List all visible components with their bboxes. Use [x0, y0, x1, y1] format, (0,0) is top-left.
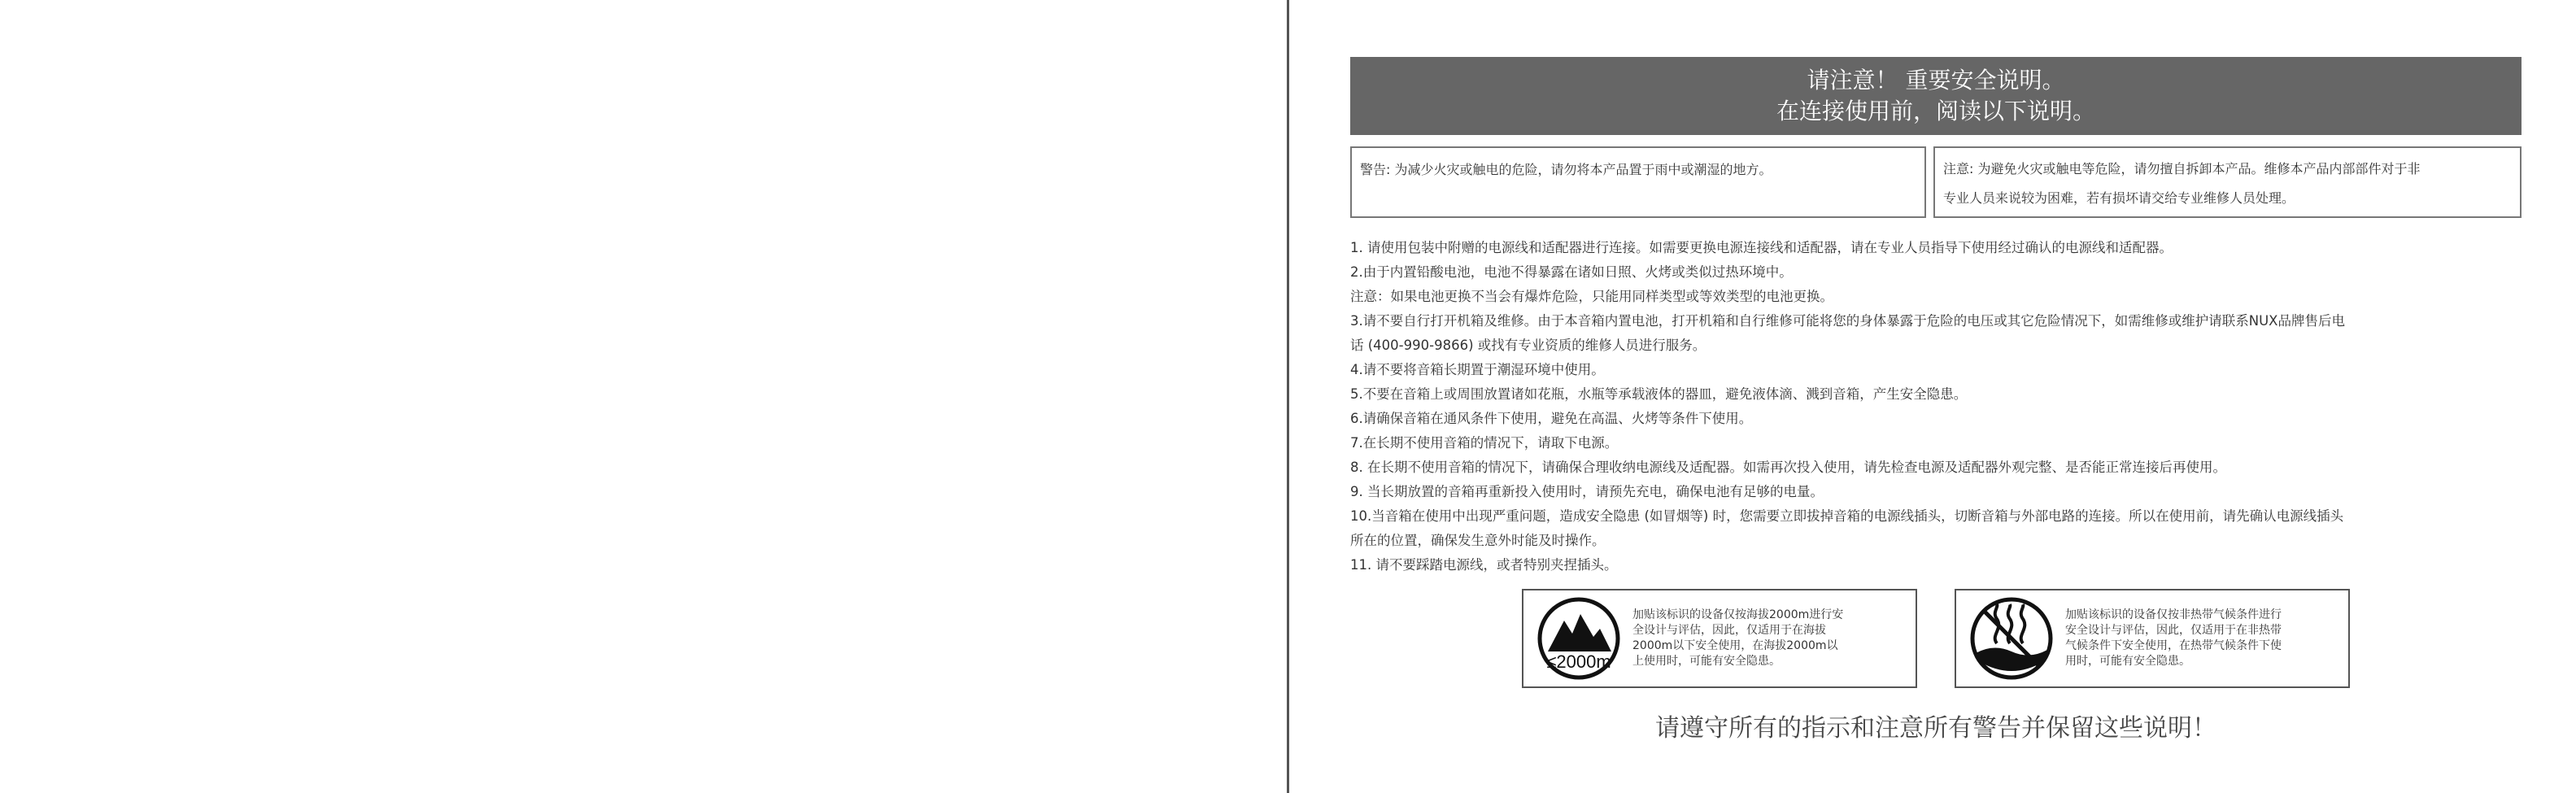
- tropical-notice-box: [1955, 589, 2350, 688]
- page-spine-divider: [1287, 0, 1289, 793]
- caution-text-line-2: 专业人员来说较为困难，若有损坏请交给专业维修人员处理。: [1943, 190, 2295, 206]
- altitude-notice-line: 2000m以下安全使用，在海拔2000m以: [1632, 639, 1838, 652]
- warning-box: [1350, 146, 1926, 218]
- instruction-item: 2.由于内置铅酸电池，电池不得暴露在诸如日照、火烤或类似过热环境中。: [1350, 264, 1793, 280]
- altitude-icon-label: ≤2000m: [1546, 651, 1611, 672]
- caution-box: [1933, 146, 2522, 218]
- instruction-list: [1350, 236, 2522, 577]
- tropical-notice-line: 安全设计与评估，因此，仅适用于在非热带: [2065, 624, 2282, 637]
- altitude-notice-line: 全设计与评估，因此，仅适用于在海拔: [1632, 624, 1826, 637]
- instruction-item: 5.不要在音箱上或周围放置诸如花瓶，水瓶等承载液体的器皿，避免液体滴、溅到音箱，产生安全隐患。: [1350, 386, 1968, 402]
- header-line-1: 请注意！ 重要安全说明。: [1807, 67, 2065, 94]
- header-band: [1350, 57, 2522, 135]
- certification-icons-row: [1350, 589, 2522, 688]
- tropical-notice-line: 用时，可能有安全隐患。: [2065, 655, 2190, 668]
- altitude-notice-line: 上使用时，可能有安全隐患。: [1632, 655, 1781, 668]
- instruction-item: 8. 在长期不使用音箱的情况下，请确保合理收纳电源线及适配器。如需再次投入使用，请先检查电源及适配器外观完整、是否能正常连接后再使用。: [1350, 460, 2226, 475]
- instruction-item: 注意：如果电池更换不当会有爆炸危险，只能用同样类型或等效类型的电池更换。: [1350, 289, 1833, 304]
- caution-text-line-1: 注意: 为避免火灾或触电等危险，请勿擅自拆卸本产品。维修本产品内部部件对于非: [1943, 161, 2421, 176]
- header-line-2: 在连接使用前，阅读以下说明。: [1776, 98, 2095, 124]
- tropical-notice-text: [2065, 608, 2282, 669]
- altitude-notice-line: 加贴该标识的设备仅按海拔2000m进行安: [1632, 608, 1844, 621]
- instruction-item: 10.当音箱在使用中出现严重问题，造成安全隐患 (如冒烟等) 时，您需要立即拔掉音箱的电源线插头，切断音箱与外部电路的连接。所以在使用前，请先确认电源线插头: [1350, 508, 2344, 524]
- instruction-item: 所在的位置，确保发生意外时能及时操作。: [1350, 533, 1606, 548]
- footer-reminder: 请遵守所有的指示和注意所有警告并保留这些说明！: [1655, 714, 2216, 743]
- instruction-item: 6.请确保音箱在通风条件下使用，避免在高温、火烤等条件下使用。: [1350, 411, 1753, 426]
- safety-instructions-page: [1350, 57, 2522, 743]
- tropical-notice-line: 加贴该标识的设备仅按非热带气候条件进行: [2065, 608, 2282, 621]
- instruction-item: 3.请不要自行打开机箱及维修。由于本音箱内置电池，打开机箱和自行维修可能将您的身体暴露于危险的电压或其它危险情况下，如需维修或维护请联系NUX品牌售后电: [1350, 313, 2345, 329]
- instruction-item: 1. 请使用包装中附赠的电源线和适配器进行连接。如需要更换电源连接线和适配器，请在专业人员指导下使用经过确认的电源线和适配器。: [1350, 240, 2173, 255]
- altitude-notice-box: [1522, 589, 1917, 688]
- instruction-item: 4.请不要将音箱长期置于潮湿环境中使用。: [1350, 362, 1605, 377]
- instruction-item: 9. 当长期放置的音箱再重新投入使用时，请预先充电，确保电池有足够的电量。: [1350, 484, 1824, 499]
- tropical-notice-line: 气候条件下安全使用，在热带气候条件下使: [2065, 639, 2282, 652]
- altitude-2000m-icon: [1536, 596, 1621, 681]
- warning-row: [1350, 146, 2522, 218]
- instruction-item: 话 (400-990-9866) 或找有专业资质的维修人员进行服务。: [1350, 338, 1706, 353]
- non-tropical-climate-icon: [1969, 596, 2054, 681]
- instruction-item: 7.在长期不使用音箱的情况下，请取下电源。: [1350, 435, 1619, 451]
- altitude-notice-text: [1632, 608, 1843, 669]
- instruction-item: 11. 请不要踩踏电源线，或者特别夹捏插头。: [1350, 557, 1618, 573]
- warning-text: 警告: 为减少火灾或触电的危险，请勿将本产品置于雨中或潮湿的地方。: [1360, 162, 1772, 177]
